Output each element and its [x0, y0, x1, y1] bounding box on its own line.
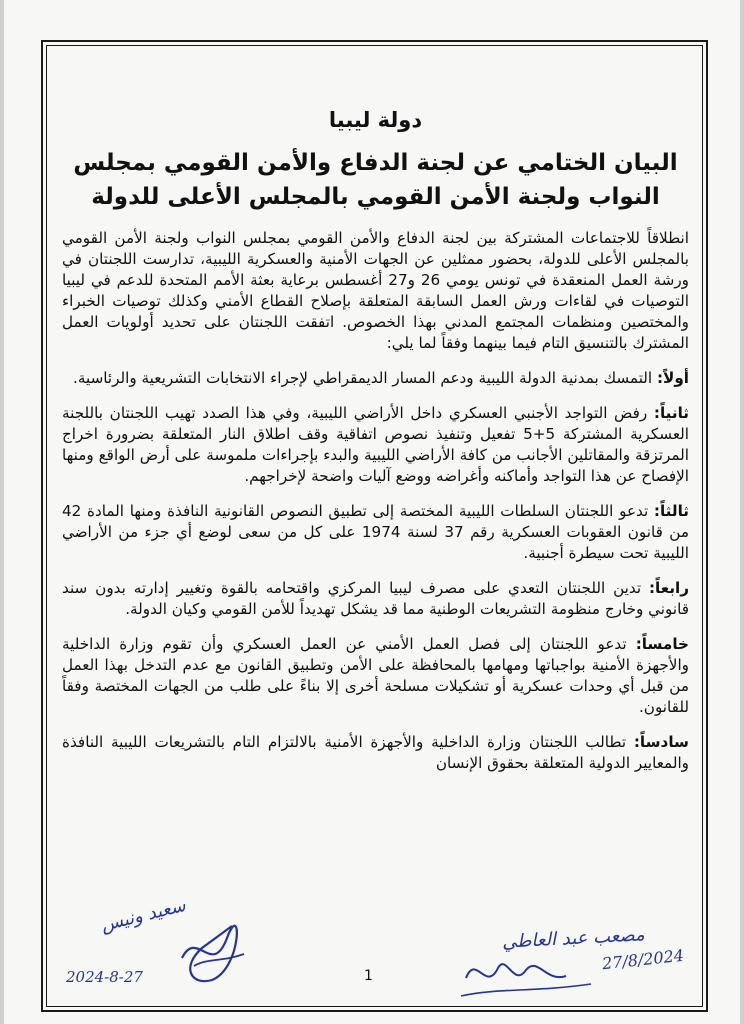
item-3-text: تدعو اللجنتان السلطات الليبية المختصة إلى تطبيق النصوص القانونية النافذة ومنها المادة 42 من قانون العقوبات العسكرية رقم 37 لسنة 1974 على كل من سعى لوضع أي جزء من الأراضي الليبية تحت سيطرة أجنبية.: [62, 502, 689, 562]
document-body: [62, 108, 689, 788]
signature-left-name: سعيد ونيس: [98, 894, 188, 937]
item-1-text: التمسك بمدنية الدولة الليبية ودعم المسار الديمقراطي لإجراء الانتخابات التشريعية والرئاسية.: [73, 369, 657, 387]
title-line-1: البيان الختامي عن لجنة الدفاع والأمن القومي بمجلس: [73, 150, 678, 176]
item-3: [62, 501, 689, 564]
item-5: [62, 634, 689, 718]
intro-paragraph: انطلاقاً للاجتماعات المشتركة بين لجنة الدفاع والأمن القومي بمجلس النواب ولجنة الأمن القومي بالمجلس الأعلى للدولة، بحضور ممثلين عن الجهات الأمنية والعسكرية الليبية، تدارست اللجنتان في ورشة العمل المنعقدة في تونس يومي 26 و27 أغسطس برعاية بعثة الأمم المتحدة للدعم في ليبيا التوصيات في لقاءات ورش العمل السابقة المتعلقة بإصلاح القطاع الأمني وكذلك توصيات الخبراء والمختصين ومنظمات المجتمع المدني بهذا الخصوص. اتفقت اللجنتان على تحديد أولويات العمل المشترك بالتنسيق التام فيما بينهما وفقاً لما يلي:: [62, 229, 689, 352]
page-number: 1: [364, 968, 373, 984]
signature-right-date: 27/8/2024: [601, 945, 685, 974]
item-2-text: رفض التواجد الأجنبي العسكري داخل الأراضي الليبية، وفي هذا الصدد تهيب اللجنتان باللجنة العسكرية المشتركة 5+5 تفعيل وتنفيذ نصوص اتفاقية وقف اطلاق النار المتعلقة بضرورة اخراج المرتزقة والمقاتلين الأجانب من كافة الأراضي الليبية والبدء بإجراءات ملموسة على أرض الواقع ومنها الإفصاح عن هذا التواجد وأماكنه وأغراضه ووضع آليات واضحة لإخراجهم.: [62, 404, 689, 485]
signature-right-mark: [456, 948, 596, 1003]
item-6-lead: سادساً:: [633, 733, 689, 751]
item-4: [62, 578, 689, 620]
item-2-lead: ثانياً:: [653, 404, 689, 422]
document-page: [4, 0, 740, 1024]
state-heading: دولة ليبيا: [328, 108, 423, 132]
signature-left-mark: [172, 918, 252, 988]
item-6: [62, 732, 689, 774]
item-5-lead: خامساً:: [635, 635, 689, 653]
item-5-text: تدعو اللجنتان إلى فصل العمل الأمني عن العمل العسكري وأن تقوم وزارة الداخلية والأجهزة الأمنية بواجباتها ومهامها بالمحافظة على الأمن وتطبيق القانون مع عدم التدخل بهذا العمل من قبل أي وحدات عسكرية أو تشكيلات مسلحة أخرى إلا بناءً على طلب من الجهات المختصة وفقاً للقانون.: [62, 635, 689, 716]
item-4-text: تدين اللجنتان التعدي على مصرف ليبيا المركزي واقتحامه بالقوة وتغيير إدارته بدون سند قانوني وخارج منظومة التشريعات الوطنية مما قد يشكل تهديداً للأمن القومي وكيان الدولة.: [62, 579, 689, 618]
item-4-lead: رابعاً:: [648, 579, 689, 597]
item-1-lead: أولاً:: [656, 369, 689, 387]
signature-right-name: مصعب عبد العاطي: [501, 924, 646, 953]
item-2: [62, 403, 689, 487]
title-line-2: النواب ولجنة الأمن القومي بالمجلس الأعلى للدولة: [91, 184, 660, 210]
item-1: [62, 368, 689, 389]
signature-left-date: 2024-8-27: [66, 968, 143, 986]
document-title: [62, 146, 689, 214]
item-3-lead: ثالثاً:: [653, 502, 689, 520]
item-6-text: تطالب اللجنتان وزارة الداخلية والأجهزة الأمنية بالالتزام التام بالتشريعات الليبية النافذة والمعايير الدولية المتعلقة بحقوق الإنسان: [62, 733, 689, 772]
